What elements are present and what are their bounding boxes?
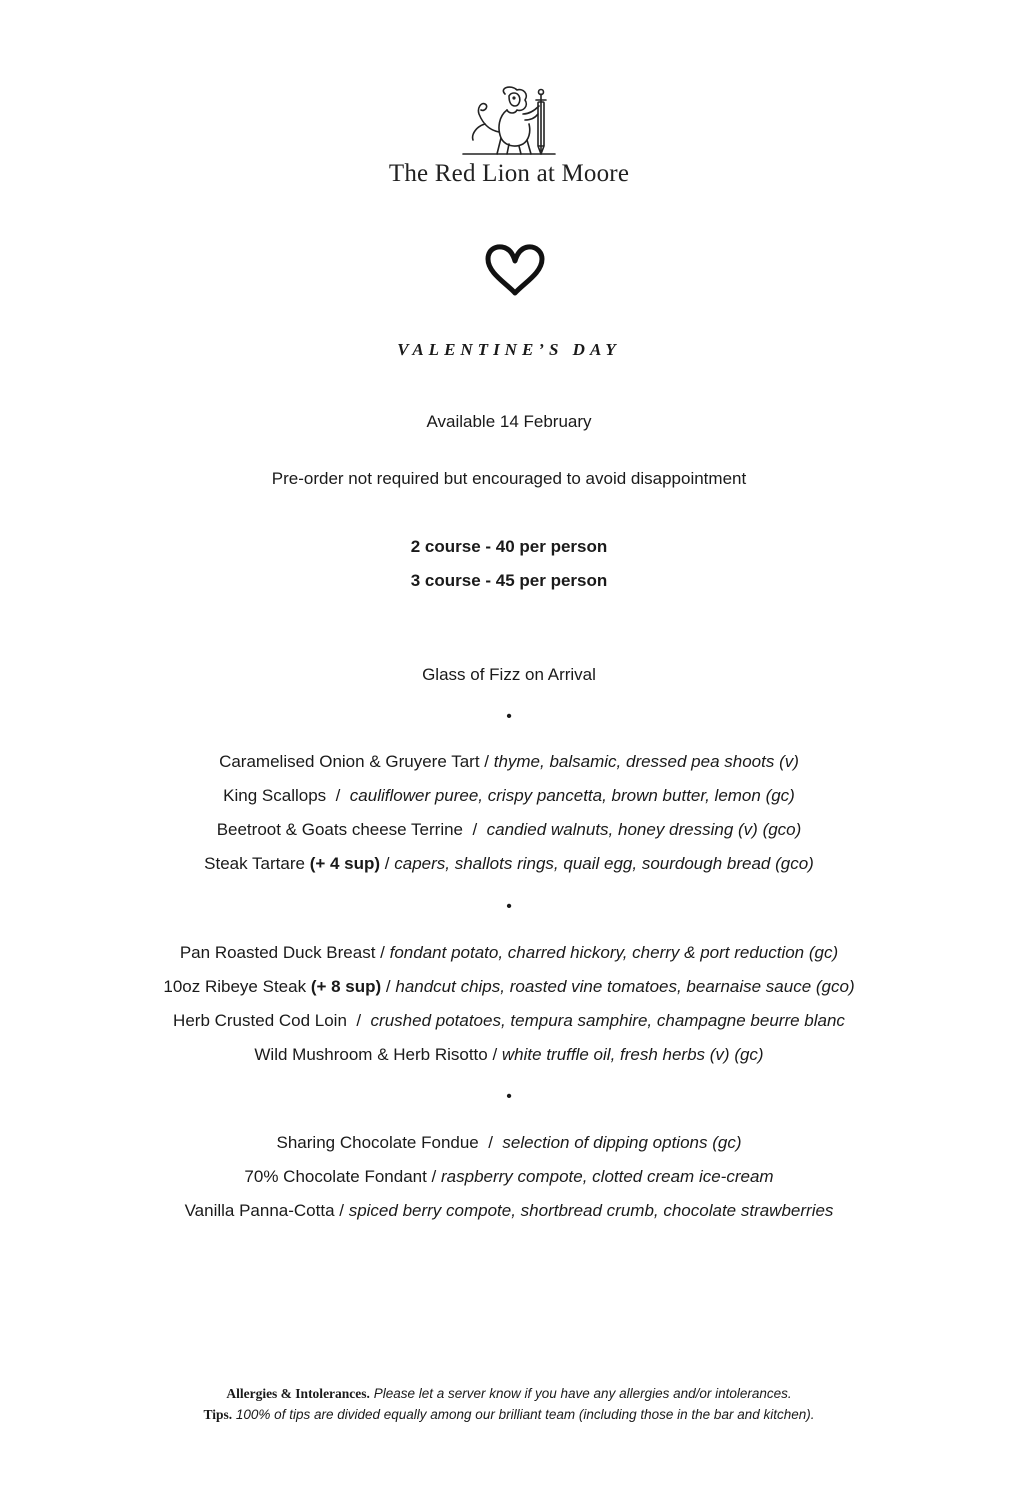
allergies-text: Please let a server know if you have any allergies and/or intolerances. bbox=[373, 1386, 792, 1401]
brand-name: The Red Lion at Moore bbox=[388, 160, 630, 187]
supplement-price: (+ 8 sup) bbox=[310, 977, 382, 996]
allergies-label: Allergies & Intolerances. bbox=[226, 1386, 370, 1401]
menu-item bbox=[0, 752, 1018, 772]
menu-item bbox=[0, 1011, 1018, 1031]
dish-description: raspberry compote, clotted cream ice-cream bbox=[441, 1167, 774, 1186]
tips-label: Tips. bbox=[203, 1407, 233, 1422]
price-three-course: 3 course - 45 per person bbox=[410, 571, 608, 590]
menu-item bbox=[0, 943, 1018, 963]
tips-text: 100% of tips are divided equally among our brilliant team (including those in the bar and kitchen). bbox=[235, 1407, 815, 1422]
menu-item bbox=[0, 854, 1018, 874]
dish-name: 70% Chocolate Fondant bbox=[244, 1167, 427, 1186]
tips-note bbox=[0, 1405, 1018, 1425]
dish-description: selection of dipping options (gc) bbox=[502, 1133, 742, 1152]
arrival-drink: Glass of Fizz on Arrival bbox=[422, 665, 596, 684]
price-two-course: 2 course - 40 per person bbox=[410, 537, 608, 556]
menu-item bbox=[0, 1201, 1018, 1221]
dish-separator: / bbox=[426, 1167, 441, 1186]
dish-name: Steak Tartare bbox=[204, 854, 305, 873]
separator-bullet: • bbox=[506, 898, 512, 915]
dish-description: thyme, balsamic, dressed pea shoots (v) bbox=[493, 752, 799, 771]
dish-name: Wild Mushroom & Herb Risotto bbox=[254, 1045, 488, 1064]
menu-item bbox=[0, 1167, 1018, 1187]
dish-name: King Scallops bbox=[223, 786, 327, 805]
menu-item bbox=[0, 1133, 1018, 1153]
dish-separator: / bbox=[326, 786, 350, 805]
lion-with-sword-icon bbox=[459, 84, 569, 160]
dish-name: Herb Crusted Cod Loin bbox=[173, 1011, 347, 1030]
dish-name: Vanilla Panna-Cotta bbox=[184, 1201, 335, 1220]
heart-icon bbox=[484, 243, 546, 299]
dish-separator: / bbox=[487, 1045, 502, 1064]
dish-separator: / bbox=[346, 1011, 371, 1030]
separator-bullet: • bbox=[506, 1088, 512, 1105]
availability-text: Available 14 February bbox=[426, 412, 592, 431]
dish-name: Sharing Chocolate Fondue bbox=[276, 1133, 479, 1152]
dish-name: Beetroot & Goats cheese Terrine bbox=[216, 820, 464, 839]
dish-name: Caramelised Onion & Gruyere Tart bbox=[219, 752, 480, 771]
menu-item bbox=[0, 1045, 1018, 1065]
separator-bullet: • bbox=[506, 708, 512, 725]
menu-item bbox=[0, 977, 1018, 997]
dish-name: 10oz Ribeye Steak bbox=[163, 977, 307, 996]
dish-description: white truffle oil, fresh herbs (v) (gc) bbox=[501, 1045, 764, 1064]
dish-name: Pan Roasted Duck Breast bbox=[179, 943, 376, 962]
supplement-price: (+ 4 sup) bbox=[309, 854, 381, 873]
allergies-note bbox=[0, 1384, 1018, 1404]
dish-description: crushed potatoes, tempura samphire, champagne beurre blanc bbox=[370, 1011, 845, 1030]
menu-item bbox=[0, 786, 1018, 806]
dish-description: candied walnuts, honey dressing (v) (gco) bbox=[486, 820, 802, 839]
dish-separator: / bbox=[479, 752, 494, 771]
dish-description: fondant potato, charred hickory, cherry & port reduction (gc) bbox=[389, 943, 839, 962]
dish-description: cauliflower puree, crispy pancetta, brown butter, lemon (gc) bbox=[349, 786, 795, 805]
dish-separator: / bbox=[375, 943, 390, 962]
dish-separator: / bbox=[334, 1201, 349, 1220]
dish-separator: / bbox=[463, 820, 487, 839]
event-title: VALENTINE’S DAY bbox=[397, 340, 621, 359]
dish-description: capers, shallots rings, quail egg, sourdough bread (gco) bbox=[394, 854, 814, 873]
dish-separator: / bbox=[380, 854, 395, 873]
menu-item bbox=[0, 820, 1018, 840]
dish-separator: / bbox=[478, 1133, 503, 1152]
dish-description: handcut chips, roasted vine tomatoes, bearnaise sauce (gco) bbox=[395, 977, 855, 996]
dish-description: spiced berry compote, shortbread crumb, chocolate strawberries bbox=[348, 1201, 834, 1220]
preorder-note: Pre-order not required but encouraged to avoid disappointment bbox=[271, 469, 747, 488]
dish-separator: / bbox=[381, 977, 396, 996]
